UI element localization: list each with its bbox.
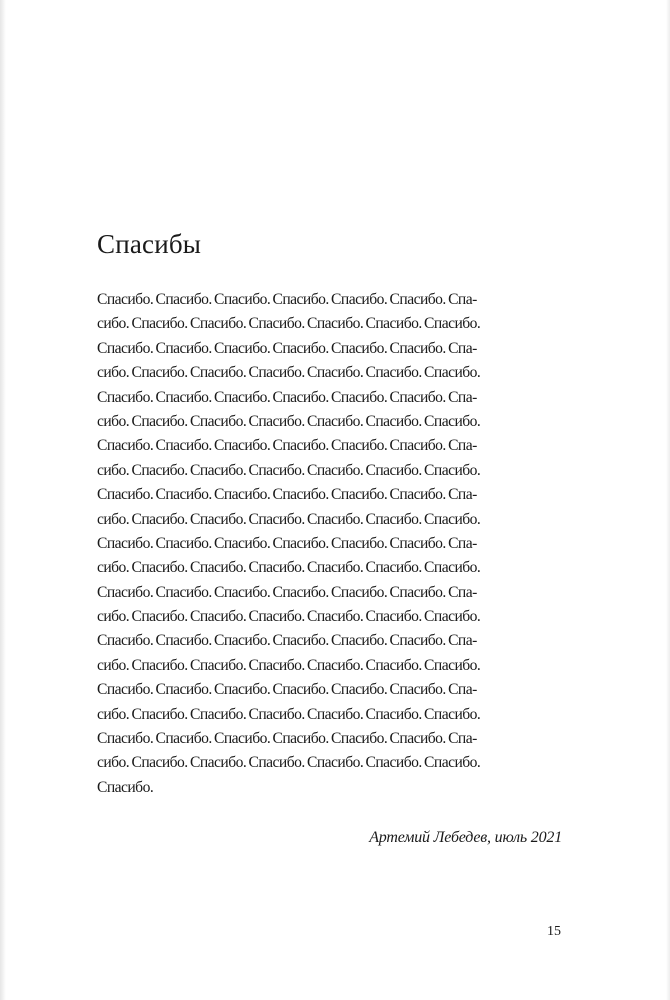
text-line: сибо. Спасибо. Спасибо. Спасибо. Спасибо. Спасибо. Спасибо. xyxy=(97,461,481,479)
text-line: сибо. Спасибо. Спасибо. Спасибо. Спасибо. Спасибо. Спасибо. xyxy=(97,608,481,626)
text-line: Спасибо. Спасибо. Спасибо. Спасибо. Спасибо. Спасибо. Спа- xyxy=(97,486,477,504)
text-line: Спасибо. Спасибо. Спасибо. Спасибо. Спасибо. Спасибо. Спа- xyxy=(97,681,477,699)
text-line: Спасибо. Спасибо. Спасибо. Спасибо. Спасибо. Спасибо. Спа- xyxy=(97,583,477,601)
text-line: Спасибо. Спасибо. Спасибо. Спасибо. Спасибо. Спасибо. Спа- xyxy=(97,291,477,308)
page-edge-shadow-left xyxy=(0,0,6,1000)
text-line: Спасибо. Спасибо. Спасибо. Спасибо. Спасибо. Спасибо. Спа- xyxy=(97,437,477,455)
text-line: сибо. Спасибо. Спасибо. Спасибо. Спасибо. Спасибо. Спасибо. xyxy=(97,656,481,674)
text-line: Спасибо. Спасибо. Спасибо. Спасибо. Спасибо. Спасибо. Спа- xyxy=(97,388,477,406)
text-line: Спасибо. Спасибо. Спасибо. Спасибо. Спасибо. Спасибо. Спа- xyxy=(97,730,477,748)
text-line: Спасибо. xyxy=(97,778,154,796)
text-line: Спасибо. Спасибо. Спасибо. Спасибо. Спасибо. Спасибо. Спа- xyxy=(97,632,477,650)
page-edge-shadow-right xyxy=(666,0,670,1000)
text-line: сибо. Спасибо. Спасибо. Спасибо. Спасибо. Спасибо. Спасибо. xyxy=(97,754,481,772)
text-line: сибо. Спасибо. Спасибо. Спасибо. Спасибо. Спасибо. Спасибо. xyxy=(97,559,481,577)
author-signature: Артемий Лебедев, июль 2021 xyxy=(369,829,562,846)
text-line: сибо. Спасибо. Спасибо. Спасибо. Спасибо. Спасибо. Спасибо. xyxy=(97,705,481,723)
page-number: 15 xyxy=(547,924,561,939)
text-line: сибо. Спасибо. Спасибо. Спасибо. Спасибо. Спасибо. Спасибо. xyxy=(97,412,481,430)
text-line: сибо. Спасибо. Спасибо. Спасибо. Спасибо. Спасибо. Спасибо. xyxy=(97,315,481,333)
text-line: сибо. Спасибо. Спасибо. Спасибо. Спасибо. Спасибо. Спасибо. xyxy=(97,510,481,528)
text-line: Спасибо. Спасибо. Спасибо. Спасибо. Спасибо. Спасибо. Спа- xyxy=(97,339,477,357)
body-paragraph xyxy=(97,288,567,800)
text-line: Спасибо. Спасибо. Спасибо. Спасибо. Спасибо. Спасибо. Спа- xyxy=(97,534,477,552)
text-line: сибо. Спасибо. Спасибо. Спасибо. Спасибо. Спасибо. Спасибо. xyxy=(97,364,481,382)
chapter-heading: Спасибы xyxy=(97,229,202,259)
